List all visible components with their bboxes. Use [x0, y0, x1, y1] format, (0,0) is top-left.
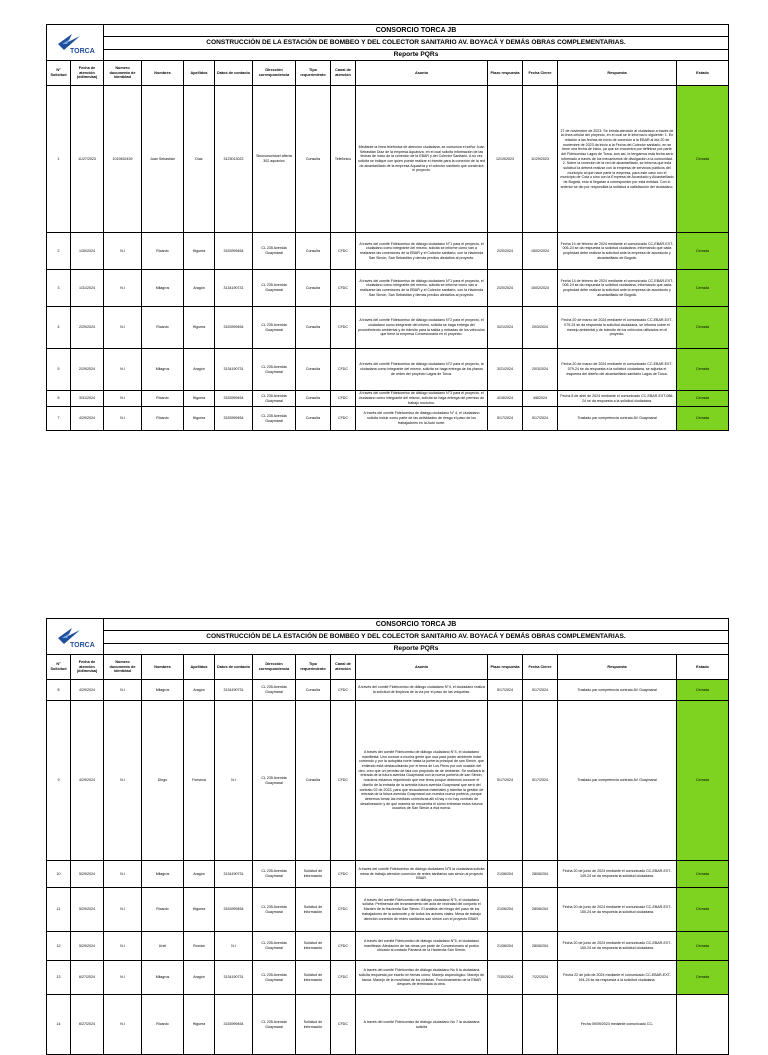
row-tipo: Consulta: [296, 86, 331, 233]
company-title: CONSORCIO TORCA JB: [104, 25, 729, 37]
torca-logo-icon: [52, 624, 98, 650]
row-asunto: A través del comité Fideicomiso de diálogo ciudadano N°2 para el proyecto, el ciudadano como integrante del mismo, solicita se haga entrega del procedimiento ambiental y de tránsito para la salida y entradas de los vehículos que tiene la empresa Concesionaria en el proyecto.: [356, 307, 488, 349]
row-canal: Telefónico: [331, 86, 356, 233]
header-cierre: Fecha Cierre: [523, 655, 558, 680]
header-fecha: Fecha de atención (dd/mm/aa): [71, 655, 104, 680]
row-estado: Cerrada: [677, 270, 729, 307]
row-fecha: 11/27/2023: [71, 86, 104, 233]
row-fecha: 6/27/2024: [71, 961, 104, 995]
row-apellidos: Higuera: [184, 995, 215, 1055]
row-cierre: 11/29/2023: [523, 86, 558, 233]
row-tipo: Consulta: [296, 233, 331, 270]
row-fecha: 5/29/2024: [71, 888, 104, 932]
row-canal: CFDC: [331, 932, 356, 961]
row-direccion: CL 235 Avenida Guaymaral: [253, 932, 296, 961]
row-direccion: CL 235 Avenida Guaymaral: [253, 349, 296, 391]
header-cierre: Fecha Cierre: [523, 61, 558, 86]
row-asunto: A través del comité Fideicomiso de diálogo ciudadano N°3 para el proyecto, el ciudadano como integrante del mismo, solicita se haga entrega del permiso de trabajo nocturno.: [356, 391, 488, 407]
row-number: 10: [47, 861, 71, 888]
row-plazo: 21/06/204: [488, 932, 523, 961]
header-direccion: Dirección correspondencia: [253, 61, 296, 86]
row-canal: CFDC: [331, 861, 356, 888]
header-tipo: Tipo requerimiento: [296, 655, 331, 680]
row-tipo: Solicitud de información: [296, 961, 331, 995]
row-number: 2: [47, 233, 71, 270]
header-plazo: Plazo respuesta: [488, 655, 523, 680]
rows-page-2: [47, 680, 729, 1055]
row-nombres: Ricardo: [142, 233, 184, 270]
row-cierre: 20/3/2024: [523, 349, 558, 391]
row-apellidos: Higuera: [184, 233, 215, 270]
row-asunto: A través del comité Fideicomiso de diálogo ciudadano N°5, el ciudadano manifiesta: Afectación de las obras por parte de Concesionario al portón ubicado al costado Panamá de la Hacienda San Simón.: [356, 932, 488, 961]
row-estado: Cerrada: [677, 86, 729, 233]
row-estado: [677, 995, 729, 1055]
row-tipo: Consulta: [296, 701, 331, 861]
company-title: CONSORCIO TORCA JB: [104, 619, 729, 631]
row-canal: CFDC: [331, 307, 356, 349]
row-documento: N.I: [104, 701, 142, 861]
logo-cell: [47, 619, 104, 655]
row-respuesta: Fecha 20 de junio de 2024 mediante el comunicado CC-EBAR-EXT-150-24 se da respuesta la solicitud ciudadana.: [558, 888, 677, 932]
torca-logo-icon: [52, 30, 98, 56]
row-asunto: Mediante la línea telefónica de atención ciudadana, se comunica el señor Juan Sebastián Díaz de la empresa Aquaviva, en el cual solicita información de las fechas de inicio de la conexión de la EBAR y del Colector Sanitario. A su vez solicita se indique con quien puede realizar el trámite para la conexión de la red de alcantarillado de la empresa Aquaviva y el colector sanitario que construirá el proyecto.: [356, 86, 488, 233]
row-respuesta: Fecha 14 de febrero de 2024 mediante el comunicado CC-EBAR-EXT-006-24 se da respuesta la solicitud ciudadana, informando que cada propiedad debe realizar la solicitud ante la empresa de acueducto y alcantarillado de Bogotá.: [558, 233, 677, 270]
table-row: [47, 680, 729, 701]
header-apellidos: Apellidos: [184, 655, 215, 680]
row-plazo: 5/17/2024: [488, 407, 523, 431]
row-canal: CFDC: [331, 961, 356, 995]
header-asunto: Asunto: [356, 61, 488, 86]
row-cierre: 28/06/204: [523, 932, 558, 961]
row-number: 6: [47, 391, 71, 407]
row-contacto: 3134190731: [215, 961, 253, 995]
row-fecha: 4/29/2024: [71, 407, 104, 431]
row-direccion: CL 235 Avenida Guaymaral: [253, 995, 296, 1055]
header-plazo: Plazo respuesta: [488, 61, 523, 86]
row-fecha: 4/29/2024: [71, 680, 104, 701]
row-estado: Cerrada: [677, 701, 729, 861]
row-fecha: 5/29/2024: [71, 861, 104, 888]
row-apellidos: Aragón: [184, 861, 215, 888]
row-direccion: Sinocurso/stoel afterta 302 aquavivo: [253, 86, 296, 233]
row-plazo: 5/17/2024: [488, 701, 523, 861]
header-fecha: Fecha de atención (dd/mm/aa): [71, 61, 104, 86]
row-respuesta: Fecha 20 de marzo de 2024 mediante el comunicado CC-EBAR-EXT-079-24 se da respuesta la solicitud ciudadana, se informa sobre el manejo ambiental y de tránsito de los vehículos utilizados en el proyecto.: [558, 307, 677, 349]
row-fecha: 5/29/2024: [71, 932, 104, 961]
row-cierre: 20/3/2024: [523, 307, 558, 349]
row-nombres: Milagros: [142, 270, 184, 307]
header-numero: N° Solicitud: [47, 61, 71, 86]
row-direccion: CL 235 Avenida Guaymaral: [253, 391, 296, 407]
row-plazo: 2/20/2024: [488, 233, 523, 270]
header-contacto: Datos de contacto: [215, 61, 253, 86]
row-cierre: 4/8/2024: [523, 391, 558, 407]
row-canal: CFDC: [331, 888, 356, 932]
row-asunto: A través del comité Fideicomiso de diálogo ciudadano N° 4, el ciudadano solicita incluir como parte de las actividades de riesgo el paso de los trabajadores en la Auto norte.: [356, 407, 488, 431]
row-number: 14: [47, 995, 71, 1055]
row-fecha: 1/30/2024: [71, 233, 104, 270]
report-sheet-page-1: [46, 24, 708, 431]
row-documento: N.I: [104, 932, 142, 961]
header-contacto: Datos de contacto: [215, 655, 253, 680]
table-row: [47, 233, 729, 270]
row-documento: N.I: [104, 888, 142, 932]
row-estado: Cerrada: [677, 961, 729, 995]
row-tipo: Solicitud de información: [296, 888, 331, 932]
report-title: Reporte PQRs: [104, 644, 729, 655]
row-cierre: 5/17/2024: [523, 680, 558, 701]
row-contacto: 3134190731: [215, 861, 253, 888]
row-tipo: Solicitud de información: [296, 995, 331, 1055]
header-estado: Estado: [677, 61, 729, 86]
row-nombres: Ricardo: [142, 407, 184, 431]
row-asunto: A través del comité Fideicomiso de diálogo ciudadano N°4, el ciudadano manifiesta: Uno conoce a mucha gente que usa para poder ambiente estar corriendo y por la autopista norte hasta la portería principal de san Simón, que entiendo está obstaculizando por el tema de Los Pinos por con ocasión del otro, creo que un permiso de tala con propósito de de ambiente. Se realizará la entrada de la futura avenida Guaymaral con la nueva portería de san Simón, nosotros estamos requiriendo que ese tema porque debemos conocer el diseño de la entrada de la avenida futura avenida Guaymaral que será del contrato 02 de 2023, para que recaudamos materiales y tramitar la gestión de entrada de la futura avenida Guaymaral con nuestra nueva portería, porque debemos tomar las medidas correctivas allí si hay o no hay contrato de desalineación y de qué manera se encuentra el cómo entrarían estos futuros usuarios de San Simón a esa nueva.: [356, 701, 488, 861]
row-tipo: Solicitud de información: [296, 861, 331, 888]
row-tipo: Consulta: [296, 680, 331, 701]
table-row: [47, 391, 729, 407]
table-row: [47, 349, 729, 391]
header-canal: Canal de atención: [331, 655, 356, 680]
row-estado: Cerrada: [677, 680, 729, 701]
row-direccion: CL 235 Avenida Guaymaral: [253, 961, 296, 995]
header-respuesta: Respuesta: [558, 655, 677, 680]
project-title: CONSTRUCCIÓN DE LA ESTACIÓN DE BOMBEO Y DEL COLECTOR SANITARIO AV. BOYACÁ Y DEMÁS OBRAS COMPLEMENTARIAS.: [104, 37, 729, 50]
header-nombres: Nombres: [142, 61, 184, 86]
row-nombres: Diego: [142, 701, 184, 861]
row-plazo: [488, 995, 523, 1055]
logo-cell: [47, 25, 104, 61]
row-fecha: 4/29/2024: [71, 701, 104, 861]
header-estado: Estado: [677, 655, 729, 680]
row-cierre: [523, 995, 558, 1055]
row-respuesta: Fecha 20 de junio de 2024 mediante el comunicado CC-EBAR-EXT-149-24 se da respuesta la solicitud ciudadana.: [558, 861, 677, 888]
row-canal: CFDC: [331, 233, 356, 270]
row-contacto: N.I: [215, 932, 253, 961]
table-row: [47, 307, 729, 349]
row-apellidos: Higuera: [184, 391, 215, 407]
row-documento: N.I: [104, 270, 142, 307]
row-nombres: Ricardo: [142, 391, 184, 407]
pqr-table-page-2: [46, 618, 729, 1055]
row-canal: CFDC: [331, 995, 356, 1055]
row-estado: Cerrada: [677, 407, 729, 431]
row-respuesta: Fecha 20 de marzo de 2024 mediante el comunicado CC-EBAR-EXT-079-24 se da respuesta a la solicitud ciudadana, se adjunta el esquema del diseño del alcantarillado sanitario Lagos de Torca.: [558, 349, 677, 391]
row-asunto: A través del comité Fideicomiso de diálogo ciudadano No 7 la ciudadana solicita: [356, 995, 488, 1055]
row-cierre: 5/17/2024: [523, 407, 558, 431]
row-plazo: 5/17/2024: [488, 680, 523, 701]
rows-page-1: [47, 86, 729, 431]
row-respuesta: Traslado par competencia contrato AV Guaymaral: [558, 407, 677, 431]
header-tipo: Tipo requerimiento: [296, 61, 331, 86]
row-apellidos: Román: [184, 932, 215, 961]
row-tipo: Consulta: [296, 407, 331, 431]
row-tipo: Solicitud de información: [296, 932, 331, 961]
row-tipo: Consulta: [296, 349, 331, 391]
report-title: Reporte PQRs: [104, 50, 729, 61]
row-apellidos: Higuera: [184, 888, 215, 932]
row-tipo: Consulta: [296, 270, 331, 307]
row-fecha: 3/31/2024: [71, 391, 104, 407]
row-contacto: 3153999454: [215, 233, 253, 270]
row-asunto: A través del comité Fideicomiso de diálogo ciudadano N°1 para el proyecto, el ciudadano como integrante del mismo, solicita se informe como van a realizarse las conexiones de la EBAR y el Colector sanitario, con la Hacienda San Simón, San Sebastián y demás predios aledaños al proyecto.: [356, 233, 488, 270]
row-respuesta: Traslado par competencia contrato AV Guaymaral: [558, 680, 677, 701]
brand-text: TORCA: [70, 47, 95, 55]
row-documento: N.I: [104, 680, 142, 701]
row-plazo: 2/20/2024: [488, 270, 523, 307]
row-plazo: 21/06/204: [488, 888, 523, 932]
row-plazo: 4/15/2024: [488, 391, 523, 407]
row-apellidos: Aragón: [184, 349, 215, 391]
row-respuesta: Fecha 09/09/2024 mediante comunicado CC-: [558, 995, 677, 1055]
table-row: [47, 995, 729, 1055]
row-estado: Cerrada: [677, 307, 729, 349]
row-estado: Cerrada: [677, 932, 729, 961]
table-row: [47, 861, 729, 888]
row-contacto: 3134190731: [215, 270, 253, 307]
row-cierre: 28/06/204: [523, 861, 558, 888]
row-tipo: Consulta: [296, 391, 331, 407]
row-asunto: A través del comité Fideicomiso de diálogo ciudadano N°5, el ciudadano solicita: Pertinencia del levantamiento del acta de vecindad del conjunto el Marden de la Hacienda San Simón. El análisis del riesgo del paso de los trabajadores de la autonorte y de todos los actores viales. Mesa de trabajo atención conexión de redes sanitarios san simón con el proyecto EBAR.: [356, 888, 488, 932]
header-canal: Canal de atención: [331, 61, 356, 86]
row-asunto: A través del comité Fideicomiso de diálogo ciudadano N°2 para el proyecto, la ciudadana como integrante del mismo, solicita se haga entrega de los planos de redes del proyecto Lagos de Torca.: [356, 349, 488, 391]
header-direccion: Dirección correspondencia: [253, 655, 296, 680]
row-asunto: A través del comité Fideicomiso de diálogo ciudadano N°4, el ciudadano realiza la solicitud de limpieza de la vía por el paso de las volquetas.: [356, 680, 488, 701]
row-fecha: 1/31/2024: [71, 270, 104, 307]
row-direccion: CL 235 Avenida Guaymaral: [253, 680, 296, 701]
row-fecha: 2/29/2024: [71, 307, 104, 349]
row-documento: N.I: [104, 349, 142, 391]
row-plazo: 3/21/2024: [488, 307, 523, 349]
row-respuesta: Fecha 14 de febrero de 2024 mediante el comunicado CC-EBAR-EXT-006-24 se da respuesta la solicitud ciudadana, informando que cada propiedad debe realizar la solicitud ante la empresa de acueducto y alcantarillado de Bogotá.: [558, 270, 677, 307]
brand-text: TORCA: [70, 641, 95, 649]
row-canal: CFDC: [331, 680, 356, 701]
row-asunto: A través del comité Fideicomiso de diálogo ciudadano No 6 la ciudadana solicita respuesta por escrito en temas como: Manejo arqueológico. Manejo de fauna. Manejo de la movilidad de los ciclistas. Funcionamiento de la EBAR después de terminada la obra.: [356, 961, 488, 995]
row-direccion: CL 235 Avenida Guaymaral: [253, 270, 296, 307]
row-apellidos: Higuera: [184, 307, 215, 349]
row-canal: CFDC: [331, 391, 356, 407]
row-contacto: 3134190731: [215, 349, 253, 391]
row-nombres: Milagros: [142, 680, 184, 701]
row-plazo: 12/19/2023: [488, 86, 523, 233]
row-plazo: 21/06/204: [488, 861, 523, 888]
row-contacto: 3153999454: [215, 407, 253, 431]
row-apellidos: Higuera: [184, 407, 215, 431]
row-documento: N.I: [104, 961, 142, 995]
row-tipo: Consulta: [296, 307, 331, 349]
row-number: 9: [47, 701, 71, 861]
row-documento: N.I: [104, 391, 142, 407]
row-number: 7: [47, 407, 71, 431]
row-fecha: 2/29/2024: [71, 349, 104, 391]
row-direccion: CL 235 Avenida Guaymaral: [253, 407, 296, 431]
row-documento: N.I: [104, 307, 142, 349]
row-contacto: 3153999454: [215, 995, 253, 1055]
row-direccion: CL 235 Avenida Guaymaral: [253, 701, 296, 861]
row-cierre: 15/02/2024: [523, 233, 558, 270]
row-direccion: CL 235 Avenida Guaymaral: [253, 861, 296, 888]
row-estado: Cerrada: [677, 861, 729, 888]
table-row: [47, 407, 729, 431]
row-documento: N.I: [104, 861, 142, 888]
row-contacto: 3134190731: [215, 680, 253, 701]
row-documento: N.I: [104, 233, 142, 270]
row-canal: CFDC: [331, 701, 356, 861]
row-direccion: CL 235 Avenida Guaymaral: [253, 233, 296, 270]
row-apellidos: Fonseca: [184, 701, 215, 861]
row-asunto: A través del comité Fideicomiso de diálogo ciudadano N°5 la ciudadana solicita mesa de trabajo atención conexión de redes sanitarios san simón al proyecto EBAR.: [356, 861, 488, 888]
project-title: CONSTRUCCIÓN DE LA ESTACIÓN DE BOMBEO Y DEL COLECTOR SANITARIO AV. BOYACÁ Y DEMÁS OBRAS COMPLEMENTARIAS.: [104, 631, 729, 644]
row-plazo: 7/30/2024: [488, 961, 523, 995]
row-cierre: 15/02/2024: [523, 270, 558, 307]
row-number: 8: [47, 680, 71, 701]
pqr-table-page-1: [46, 24, 729, 431]
row-nombres: Milagros: [142, 861, 184, 888]
row-cierre: 28/06/204: [523, 888, 558, 932]
row-plazo: 3/21/2024: [488, 349, 523, 391]
row-apellidos: Aragón: [184, 961, 215, 995]
header-asunto: Asunto: [356, 655, 488, 680]
table-row: [47, 961, 729, 995]
header-documento: Número documento de identidad: [104, 61, 142, 86]
row-direccion: CL 235 Avenida Guaymaral: [253, 888, 296, 932]
table-row: [47, 888, 729, 932]
row-nombres: Uriel: [142, 932, 184, 961]
row-respuesta: 27 de noviembre de 2023: Se brinda atención al ciudadano a través de la línea celular del proyecto, en el cual se le informa lo siguiente: 1. En relación a las fechas de inicio de conexión a la EBAR al día 20 de noviembre de 2023 da inicio a la Fecha del Colector sanitario, en se tiene una fecha de inicio, ya que se encuentra por definirse por parte del Fideicomiso Lagos de Torca, aun así, le tengamos esta fecha será informado a través de los mecanismos de divulgación a la comunidad. 2. Sobre la conexión de la red de alcantarillado, se informa que esta solicitud la deberá realizar con la empresa de servicios públicos del municipio al que hace parte la empresa, para este caso con el municipio de Cota o sino con la Empresa de Acueducto y Alcantarillado de Bogotá, esto si llegaran a corresponder por esta entidad. Con lo anterior se dio por respondida la solicitud a satisfacción del ciudadano.: [558, 86, 677, 233]
row-number: 4: [47, 307, 71, 349]
row-nombres: Milagros: [142, 349, 184, 391]
row-respuesta: Traslado par competencia contrato AV Guaymaral: [558, 701, 677, 861]
table-row: [47, 932, 729, 961]
row-nombres: Ricardo: [142, 995, 184, 1055]
row-number: 1: [47, 86, 71, 233]
header-nombres: Nombres: [142, 655, 184, 680]
row-cierre: 5/17/2024: [523, 701, 558, 861]
table-row: [47, 701, 729, 861]
row-number: 12: [47, 932, 71, 961]
table-row: [47, 270, 729, 307]
row-canal: CFDC: [331, 407, 356, 431]
header-numero: N° Solicitud: [47, 655, 71, 680]
report-sheet-page-2: [46, 618, 708, 1055]
row-number: 3: [47, 270, 71, 307]
row-cierre: 7/22/2024: [523, 961, 558, 995]
row-respuesta: Fecha 20 de junio de 2024 mediante el comunicado CC-EBAR-EXT-150-24 se da respuesta la solicitud ciudadana.: [558, 932, 677, 961]
header-apellidos: Apellidos: [184, 61, 215, 86]
header-documento: Número documento de identidad: [104, 655, 142, 680]
row-respuesta: Fecha 8 de abril de 2024 mediante el comunicado CC-EBAR-EXT-086-24 se da respuesta a la solicitud ciudadana.: [558, 391, 677, 407]
row-canal: CFDC: [331, 349, 356, 391]
row-estado: Cerrada: [677, 391, 729, 407]
row-fecha: 6/27/2024: [71, 995, 104, 1055]
row-asunto: A través del comité Fideicomiso de diálogo ciudadano N°1 para el proyecto, el ciudadano como integrante del mismo, solicita se informe como van a realizarse las conexiones de la EBAR y el Colector sanitario, con la Hacienda San Simón, San Sebastián y demás predios aledaños al proyecto.: [356, 270, 488, 307]
row-nombres: Ricardo: [142, 888, 184, 932]
row-canal: CFDC: [331, 270, 356, 307]
row-contacto: 3153999454: [215, 888, 253, 932]
row-apellidos: Aragón: [184, 680, 215, 701]
row-respuesta: Fecha 22 de julio de 2024 mediante el comunicado CC-EBAR-EXT-194-24 se da respuesta a la solicitud ciudadana.: [558, 961, 677, 995]
row-contacto: 3123013022: [215, 86, 253, 233]
row-estado: Cerrada: [677, 888, 729, 932]
row-number: 5: [47, 349, 71, 391]
row-documento: N.I: [104, 407, 142, 431]
row-documento: 1019452439: [104, 86, 142, 233]
row-nombres: Milagros: [142, 961, 184, 995]
row-number: 13: [47, 961, 71, 995]
row-apellidos: Díaz: [184, 86, 215, 233]
row-estado: Cerrada: [677, 349, 729, 391]
row-number: 11: [47, 888, 71, 932]
row-estado: Cerrada: [677, 233, 729, 270]
row-contacto: 3153999454: [215, 307, 253, 349]
row-contacto: 3153999454: [215, 391, 253, 407]
row-documento: N.I: [104, 995, 142, 1055]
table-row: [47, 86, 729, 233]
row-nombres: Ricardo: [142, 307, 184, 349]
row-nombres: Juan Sebastián: [142, 86, 184, 233]
row-apellidos: Aragón: [184, 270, 215, 307]
row-direccion: CL 235 Avenida Guaymaral: [253, 307, 296, 349]
header-respuesta: Respuesta: [558, 61, 677, 86]
row-contacto: N.I: [215, 701, 253, 861]
